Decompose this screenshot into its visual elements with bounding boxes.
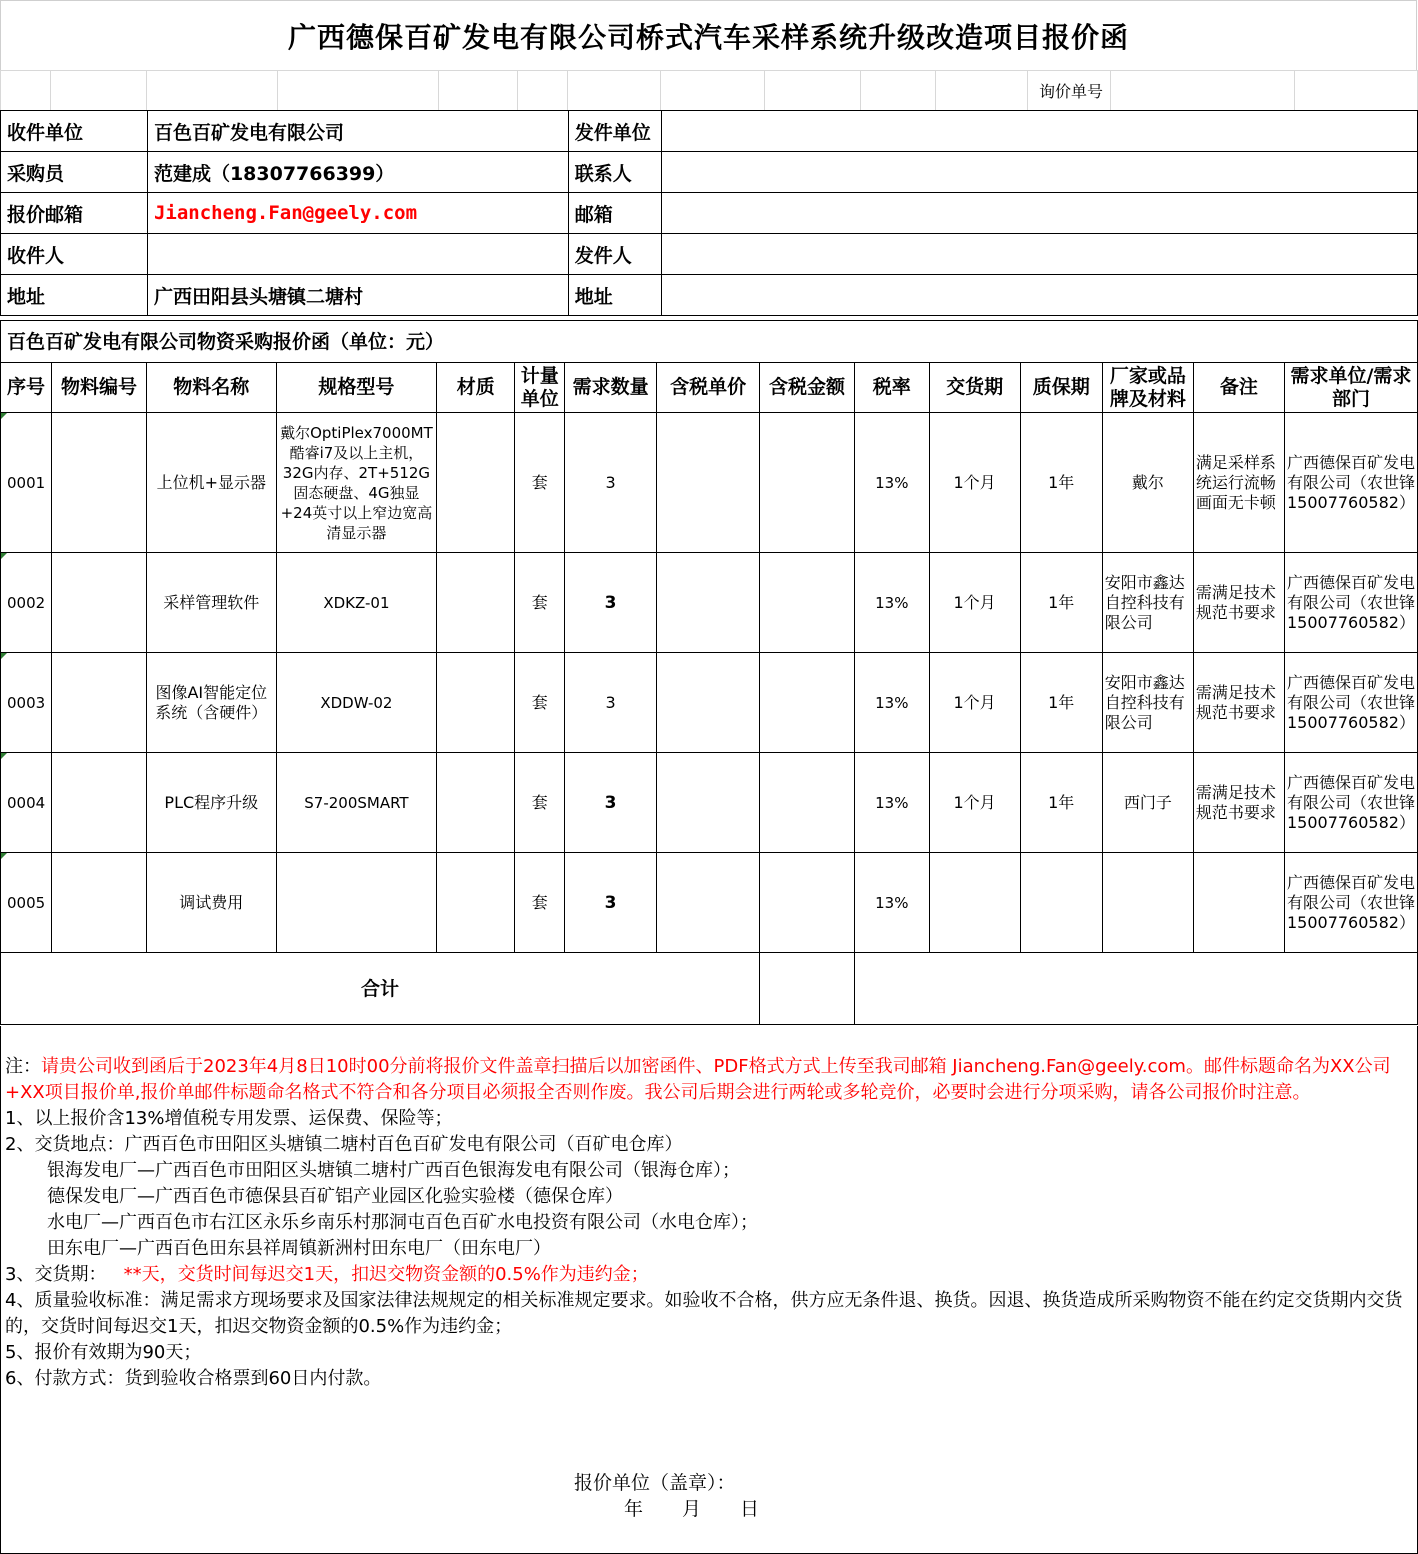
cell-spec: XDDW-02: [276, 653, 437, 753]
info-row-buyer: [1, 152, 1418, 193]
cell-qty: 3: [565, 853, 657, 953]
empty-cell: [765, 70, 861, 110]
note-3: [5, 1262, 1413, 1288]
cell-spec: [276, 853, 437, 953]
cell-brand: 西门子: [1102, 753, 1193, 853]
cell-tax: 13%: [855, 553, 930, 653]
note-red: 请贵公司收到函后于2023年4月8日10时00分前将报价文件盖章扫描后以加密函件、PDF格式方式上传至我司邮箱 Jiancheng.Fan@geely.com。邮件标题命名为XX公司+XX项目报价单,报价单邮件标题命名格式不符合和各分项目必须报全否则作废。我公司后期会进行两轮或多轮竞价，必要时会进行分项采购，请各公司报价时注意。: [5, 1056, 1391, 1103]
email-value[interactable]: [661, 193, 1417, 234]
cell-warranty: 1年: [1020, 753, 1102, 853]
col-header: 税率: [855, 363, 930, 413]
cell-no: 0004: [1, 753, 52, 853]
cell-spec: XDKZ-01: [276, 553, 437, 653]
empty-cell: [936, 70, 1028, 110]
note-2d: 田东电厂—广西百色田东县祥周镇新洲村田东电厂（田东电厂）: [47, 1238, 551, 1259]
note-prefix: 注：: [5, 1056, 41, 1077]
address2-label: 地址: [568, 275, 661, 316]
note-2: 2、交货地点：广西百色市田阳区头塘镇二塘村百色百矿发电有限公司（百矿电仓库）: [5, 1134, 683, 1155]
buyer-label: 采购员: [1, 152, 148, 193]
col-header: 序号: [1, 363, 52, 413]
col-header: 备注: [1193, 363, 1284, 413]
col-header: 材质: [437, 363, 515, 413]
cell-amount[interactable]: [760, 853, 855, 953]
cell-delivery: [929, 853, 1020, 953]
cell-unit: 套: [515, 553, 565, 653]
cell-price[interactable]: [657, 553, 760, 653]
cell-price[interactable]: [657, 753, 760, 853]
cell-name: 上位机+显示器: [146, 413, 276, 553]
table-row: [1, 753, 1418, 853]
cell-code[interactable]: [51, 853, 146, 953]
cell-unit: 套: [515, 653, 565, 753]
empty-cell: [861, 70, 936, 110]
cell-price[interactable]: [657, 653, 760, 753]
empty-cell: [147, 70, 278, 110]
date-month: 月: [682, 1498, 702, 1520]
cell-amount[interactable]: [760, 753, 855, 853]
note-4: 4、质量验收标准：满足需求方现场要求及国家法律法规规定的相关标准规定要求。如验收不合格，供方应无条件退、换货。因退、换货造成所采购物资不能在约定交货期内交货的，交货时间每迟交1天，扣迟交物资金额的0.5%作为违约金；: [5, 1290, 1403, 1337]
cell-delivery: 1个月: [929, 653, 1020, 753]
cell-no: 0001: [1, 413, 52, 553]
cell-warranty: 1年: [1020, 653, 1102, 753]
note-2b: 德保发电厂—广西百色市德保县百矿铝产业园区化验实验楼（德保仓库）: [47, 1186, 623, 1207]
cell-code[interactable]: [51, 653, 146, 753]
cell-remark: [1193, 853, 1284, 953]
note-6: 6、付款方式：货到验收合格票到60日内付款。: [5, 1368, 382, 1389]
recipient-label: 收件人: [1, 234, 148, 275]
cell-no: 0005: [1, 853, 52, 953]
contact-value[interactable]: [661, 152, 1417, 193]
cell-name: PLC程序升级: [146, 753, 276, 853]
cell-material[interactable]: [437, 853, 515, 953]
cell-amount[interactable]: [760, 413, 855, 553]
cell-material[interactable]: [437, 413, 515, 553]
empty-cell: [439, 70, 518, 110]
empty-cell: [518, 70, 568, 110]
col-header: 交货期: [929, 363, 1020, 413]
cell-brand: [1102, 853, 1193, 953]
quote-email-label: 报价邮箱: [1, 193, 148, 234]
cell-price[interactable]: [657, 853, 760, 953]
info-row-recipient: [1, 234, 1418, 275]
recipient-value[interactable]: [147, 234, 568, 275]
cell-price[interactable]: [657, 413, 760, 553]
cell-warranty: 1年: [1020, 413, 1102, 553]
col-header: 厂家或品牌及材料: [1102, 363, 1193, 413]
col-header: 物料名称: [146, 363, 276, 413]
note-3-prefix: 3、交货期：: [5, 1264, 107, 1285]
cell-unit: 套: [515, 753, 565, 853]
address2-value[interactable]: [661, 275, 1417, 316]
signature-label: 报价单位（盖章）：: [574, 1472, 736, 1494]
cell-qty: 3: [565, 553, 657, 653]
items-body: [1, 413, 1418, 1025]
buyer-value[interactable]: 范建成（18307766399）: [147, 152, 568, 193]
cell-remark: 需满足技术规范书要求: [1193, 753, 1284, 853]
cell-code[interactable]: [51, 753, 146, 853]
cell-warranty: 1年: [1020, 553, 1102, 653]
cell-amount[interactable]: [760, 553, 855, 653]
cell-tax: 13%: [855, 413, 930, 553]
col-header: 需求数量: [565, 363, 657, 413]
total-label: 合计: [1, 953, 760, 1025]
sender-unit-value[interactable]: [661, 111, 1417, 152]
cell-unit: 套: [515, 413, 565, 553]
cell-name: 采样管理软件: [146, 553, 276, 653]
info-row-address: [1, 275, 1418, 316]
sender-value[interactable]: [661, 234, 1417, 275]
cell-amount[interactable]: [760, 653, 855, 753]
col-header: 物料编号: [51, 363, 146, 413]
table-row: [1, 553, 1418, 653]
cell-warranty: [1020, 853, 1102, 953]
cell-dept: 广西德保百矿发电有限公司（农世锋15007760582）: [1284, 553, 1417, 653]
cell-tax: 13%: [855, 753, 930, 853]
cell-dept: 广西德保百矿发电有限公司（农世锋15007760582）: [1284, 653, 1417, 753]
table-row: [1, 413, 1418, 553]
empty-cell: [51, 70, 147, 110]
info-row-receiver: [1, 111, 1418, 152]
note-5: 5、报价有效期为90天；: [5, 1342, 202, 1363]
contact-label: 联系人: [568, 152, 661, 193]
inquiry-row: [0, 70, 1418, 110]
sender-unit-label: 发件单位: [568, 111, 661, 152]
cell-brand: 安阳市鑫达自控科技有限公司: [1102, 653, 1193, 753]
cell-brand: 戴尔: [1102, 413, 1193, 553]
address-value[interactable]: 广西田阳县头塘镇二塘村: [147, 275, 568, 316]
receiver-unit-value[interactable]: 百色百矿发电有限公司: [147, 111, 568, 152]
date-day: 日: [740, 1498, 760, 1520]
cell-remark: 需满足技术规范书要求: [1193, 653, 1284, 753]
signature-date: [574, 1496, 798, 1522]
cell-dept: 广西德保百矿发电有限公司（农世锋15007760582）: [1284, 753, 1417, 853]
empty-cell: [0, 70, 51, 110]
cell-qty: 3: [565, 753, 657, 853]
cell-spec: S7-200SMART: [276, 753, 437, 853]
table-caption: 百色百矿发电有限公司物资采购报价函（单位：元）: [1, 321, 1418, 363]
col-header: 含税单价: [657, 363, 760, 413]
quote-email-value[interactable]: Jiancheng.Fan@geely.com: [147, 193, 568, 234]
inquiry-value-cell[interactable]: [1111, 70, 1295, 110]
cell-no: 0003: [1, 653, 52, 753]
col-header: 规格型号: [276, 363, 437, 413]
cell-code[interactable]: [51, 553, 146, 653]
cell-name: 调试费用: [146, 853, 276, 953]
empty-cell: [1295, 70, 1418, 110]
cell-material[interactable]: [437, 553, 515, 653]
col-header: 计量单位: [515, 363, 565, 413]
page-title: [0, 0, 1417, 70]
empty-cell: [661, 70, 765, 110]
cell-delivery: 1个月: [929, 753, 1020, 853]
cell-no: 0002: [1, 553, 52, 653]
cell-code[interactable]: [51, 413, 146, 553]
cell-qty: 3: [565, 413, 657, 553]
items-table: [0, 320, 1418, 1025]
cell-material[interactable]: [437, 653, 515, 753]
note-intro: [5, 1054, 1413, 1106]
sender-label: 发件人: [568, 234, 661, 275]
cell-remark: 满足采样系统运行流畅画面无卡顿: [1193, 413, 1284, 553]
title-text: 广西德保百矿发电有限公司桥式汽车采样系统升级改造项目报价函: [287, 20, 1129, 54]
table-row: [1, 653, 1418, 753]
cell-delivery: 1个月: [929, 413, 1020, 553]
note-3-red: **天，交货时间每迟交1天，扣迟交物资金额的0.5%作为违约金；: [123, 1264, 649, 1285]
table-caption-row: [1, 321, 1418, 363]
col-header: 需求单位/需求部门: [1284, 363, 1417, 413]
cell-tax: 13%: [855, 853, 930, 953]
receiver-unit-label: 收件单位: [1, 111, 148, 152]
note-2c: 水电厂—广西百色市右江区永乐乡南乐村那洞屯百色百矿水电投资有限公司（水电仓库）；: [47, 1212, 758, 1233]
note-1: 1、以上报价含13%增值税专用发票、运保费、保险等；: [5, 1108, 453, 1129]
cell-qty: 3: [565, 653, 657, 753]
total-blank: [855, 953, 1418, 1025]
cell-brand: 安阳市鑫达自控科技有限公司: [1102, 553, 1193, 653]
cell-tax: 13%: [855, 653, 930, 753]
cell-remark: 需满足技术规范书要求: [1193, 553, 1284, 653]
total-value[interactable]: [760, 953, 855, 1025]
info-row-email: [1, 193, 1418, 234]
table-row: [1, 853, 1418, 953]
cell-name: 图像AI智能定位系统（含硬件）: [146, 653, 276, 753]
address-label: 地址: [1, 275, 148, 316]
date-year: 年: [624, 1498, 644, 1520]
empty-cell: [278, 70, 439, 110]
inquiry-label: 询价单号: [1038, 81, 1103, 101]
empty-cell: [568, 70, 661, 110]
cell-dept: 广西德保百矿发电有限公司（农世锋15007760582）: [1284, 853, 1417, 953]
info-table: [0, 110, 1418, 316]
table-header-row: [1, 363, 1418, 413]
cell-unit: 套: [515, 853, 565, 953]
cell-material[interactable]: [437, 753, 515, 853]
signature-block: [574, 1470, 798, 1522]
col-header: 含税金额: [760, 363, 855, 413]
cell-spec: 戴尔OptiPlex7000MT酷睿i7及以上主机，32G内存、2T+512G固态硬盘、4G独显+24英寸以上窄边宽高清显示器: [276, 413, 437, 553]
cell-delivery: 1个月: [929, 553, 1020, 653]
col-header: 质保期: [1020, 363, 1102, 413]
cell-dept: 广西德保百矿发电有限公司（农世锋15007760582）: [1284, 413, 1417, 553]
email-label: 邮箱: [568, 193, 661, 234]
total-row: [1, 953, 1418, 1025]
note-2a: 银海发电厂—广西百色市田阳区头塘镇二塘村广西百色银海发电有限公司（银海仓库）；: [47, 1160, 740, 1181]
